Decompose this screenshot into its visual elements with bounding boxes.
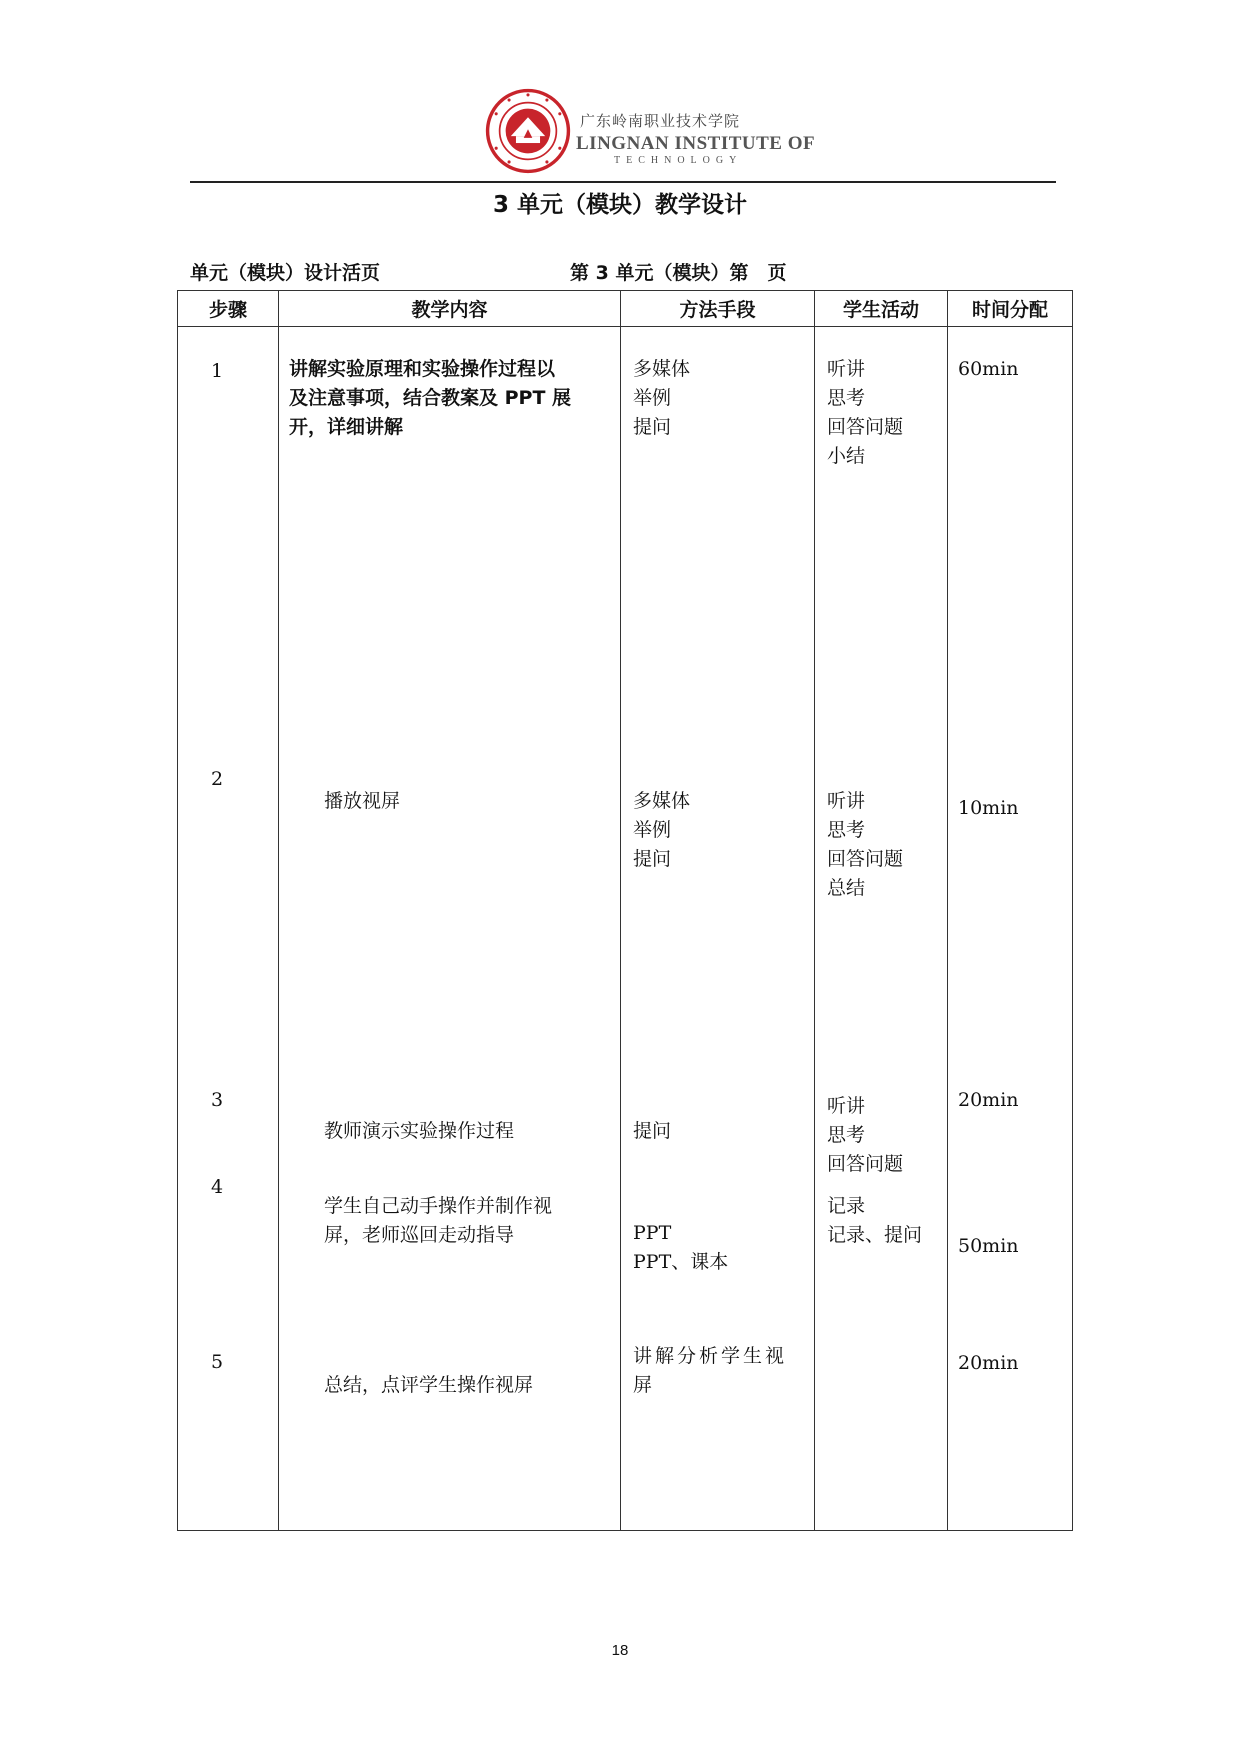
method-item: 提问 xyxy=(633,848,672,870)
step-number-4: 4 xyxy=(211,1176,224,1198)
method-item: 举例 xyxy=(633,819,672,841)
subheading-left: 单元（模块）设计活页 xyxy=(190,262,381,284)
method-item: 多媒体 xyxy=(633,790,691,812)
methods-step-4 xyxy=(633,1219,728,1277)
subheading-right: 第 3 单元（模块）第 页 xyxy=(570,262,787,284)
school-name-en-line2: TECHNOLOGY xyxy=(614,155,743,166)
school-logo-icon xyxy=(485,88,571,174)
activity-item: 回答问题 xyxy=(827,416,904,438)
page-header xyxy=(0,88,1240,168)
methods-step-2 xyxy=(633,787,690,874)
school-name-en: LINGNAN INSTITUTE OF xyxy=(576,133,816,154)
activity-item: 记录 xyxy=(827,1195,866,1217)
activities-step-1 xyxy=(827,355,903,471)
method-item: 举例 xyxy=(633,387,672,409)
time-step-2: 10min xyxy=(958,797,1019,819)
page-number: 18 xyxy=(611,1642,629,1659)
lesson-plan-table xyxy=(177,290,1073,1531)
content-step-1-line-1: 讲解实验原理和实验操作过程以 xyxy=(289,358,556,380)
activity-item: 回答问题 xyxy=(827,1153,904,1175)
document-title: 3 单元（模块）教学设计 xyxy=(492,192,747,218)
content-step-4 xyxy=(324,1192,552,1250)
activity-item: 思考 xyxy=(827,1124,866,1146)
activity-item: 听讲 xyxy=(827,358,866,380)
school-name-cn: 广东岭南职业技术学院 xyxy=(580,112,741,130)
method-item: PPT xyxy=(633,1222,672,1244)
activity-item: 记录、提问 xyxy=(827,1224,923,1246)
time-step-1: 60min xyxy=(958,358,1019,380)
column-header-step: 步骤 xyxy=(178,291,279,327)
content-step-1 xyxy=(289,355,571,442)
activity-item: 回答问题 xyxy=(827,848,904,870)
methods-step-3: 提问 xyxy=(633,1120,672,1142)
step-number-3: 3 xyxy=(211,1089,224,1111)
table-header-row xyxy=(178,291,1073,327)
content-cell xyxy=(279,327,621,1531)
activities-step-2 xyxy=(827,787,903,903)
header-rule xyxy=(190,181,1056,183)
column-header-content: 教学内容 xyxy=(279,291,621,327)
method-item: PPT、课本 xyxy=(633,1251,729,1273)
school-name xyxy=(576,110,815,166)
activity-item: 思考 xyxy=(827,387,866,409)
content-step-1-line-2: 及注意事项，结合教案及 PPT 展 xyxy=(289,387,572,409)
column-header-activity: 学生活动 xyxy=(815,291,948,327)
methods-step-1 xyxy=(633,355,690,442)
content-step-5: 总结，点评学生操作视屏 xyxy=(324,1374,534,1396)
method-item: 多媒体 xyxy=(633,358,691,380)
time-step-3: 20min xyxy=(958,1089,1019,1111)
column-header-time: 时间分配 xyxy=(948,291,1073,327)
content-step-3: 教师演示实验操作过程 xyxy=(324,1120,515,1142)
activity-item: 听讲 xyxy=(827,1095,866,1117)
column-header-method: 方法手段 xyxy=(621,291,815,327)
method-item: 讲解分析学生视 xyxy=(633,1345,788,1367)
activity-item: 小结 xyxy=(827,445,866,467)
time-step-5: 20min xyxy=(958,1352,1019,1374)
activities-step-3 xyxy=(827,1092,903,1179)
content-step-2: 播放视屏 xyxy=(324,790,401,812)
step-number-2: 2 xyxy=(211,768,224,790)
time-step-4: 50min xyxy=(958,1235,1019,1257)
activity-cell xyxy=(815,327,948,1531)
method-item: 屏 xyxy=(633,1374,656,1396)
activity-item: 总结 xyxy=(827,877,866,899)
table-row xyxy=(178,327,1073,1531)
content-step-4-line-2: 屏，老师巡回走动指导 xyxy=(324,1224,515,1246)
step-number-5: 5 xyxy=(211,1351,224,1373)
content-step-1-line-3: 开，详细讲解 xyxy=(289,416,404,438)
method-item: 提问 xyxy=(633,416,672,438)
step-number-1: 1 xyxy=(211,360,224,382)
activity-item: 思考 xyxy=(827,819,866,841)
methods-step-5 xyxy=(633,1342,787,1400)
activities-step-4 xyxy=(827,1192,922,1250)
time-cell xyxy=(948,327,1073,1531)
step-cell xyxy=(178,327,279,1531)
activity-item: 听讲 xyxy=(827,790,866,812)
content-step-4-line-1: 学生自己动手操作并制作视 xyxy=(324,1195,553,1217)
method-cell xyxy=(621,327,815,1531)
